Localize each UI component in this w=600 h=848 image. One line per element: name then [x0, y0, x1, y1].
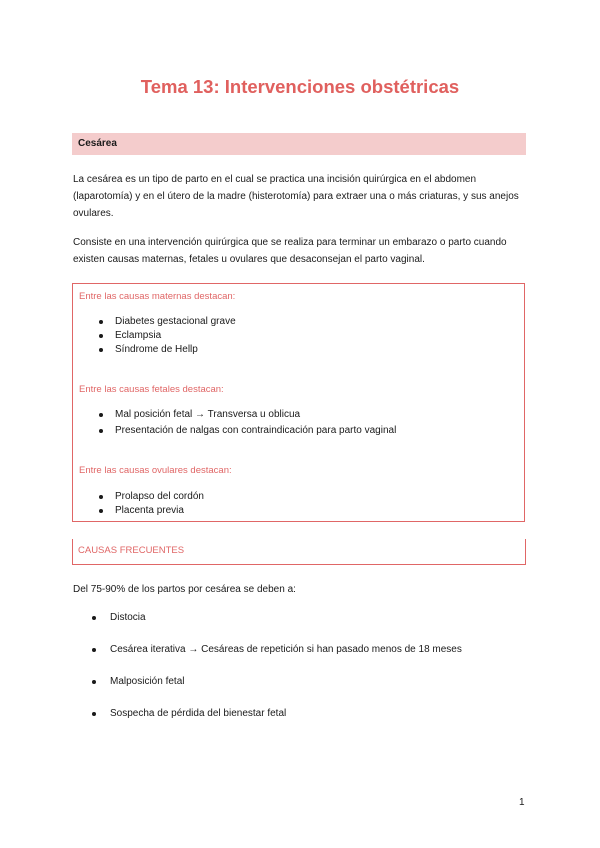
bullet-icon	[92, 648, 96, 652]
list-item-text: Malposición fetal	[110, 676, 185, 687]
list-item	[73, 329, 513, 343]
frequent-causes-intro: Del 75-90% de los partos por cesárea se deben a:	[73, 584, 296, 595]
bullet-icon	[92, 680, 96, 684]
list-item	[72, 643, 512, 675]
list-item-text: Cesárea iterativa → Cesáreas de repetición si han pasado menos de 18 meses	[110, 644, 462, 655]
bullet-icon	[99, 429, 103, 433]
list-item	[73, 343, 513, 357]
list-item	[73, 315, 513, 329]
frequent-causes-list	[72, 611, 512, 739]
list-item-text: Sospecha de pérdida del bienestar fetal	[110, 708, 287, 719]
frequent-causes-heading: CAUSAS FRECUENTES	[78, 545, 185, 556]
list-item-text: Prolapso del cordón	[115, 491, 204, 502]
fetal-causes-heading: Entre las causas fetales destacan:	[79, 384, 224, 395]
bullet-icon	[99, 509, 103, 513]
list-item	[73, 504, 513, 518]
list-item-text: Eclampsia	[115, 330, 162, 341]
list-item	[73, 490, 513, 504]
list-item-text: Síndrome de Hellp	[115, 344, 198, 355]
definition-paragraph: La cesárea es un tipo de parto en el cual se practica una incisión quirúrgica en el abdomen (laparotomía) y en el útero de la madre (histerotomía) para extraer una o más criaturas, y sus anejos ovulares.	[73, 174, 519, 219]
maternal-causes-heading: Entre las causas maternas destacan:	[79, 291, 236, 302]
bullet-icon	[92, 712, 96, 716]
list-item-text: Mal posición fetal → Transversa u oblicua	[115, 409, 301, 420]
frequent-causes-header	[72, 539, 526, 565]
bullet-icon	[92, 616, 96, 620]
page-number: 1	[519, 797, 525, 808]
list-item-text: Distocia	[110, 612, 146, 623]
maternal-causes-list	[73, 315, 513, 357]
list-item-text: Diabetes gestacional grave	[115, 316, 236, 327]
description-paragraph: Consiste en una intervención quirúrgica que se realiza para terminar un embarazo o parto cuando existen causas maternas, fetales u ovulares que desaconsejan el parto vaginal.	[73, 237, 507, 265]
section-header	[72, 133, 526, 155]
list-item-text: Presentación de nalgas con contraindicación para parto vaginal	[115, 425, 397, 436]
fetal-causes-list	[73, 408, 513, 438]
list-item	[73, 408, 513, 424]
bullet-icon	[99, 348, 103, 352]
bullet-icon	[99, 334, 103, 338]
bullet-icon	[99, 495, 103, 499]
list-item	[72, 675, 512, 707]
section-heading-text: Cesárea	[78, 138, 117, 149]
list-item-text: Placenta previa	[115, 505, 184, 516]
causes-box	[72, 283, 525, 522]
bullet-icon	[99, 413, 103, 417]
bullet-icon	[99, 320, 103, 324]
list-item	[72, 707, 512, 739]
page-title: Tema 13: Intervenciones obstétricas	[140, 76, 460, 97]
ovular-causes-list	[73, 490, 513, 518]
ovular-causes-heading: Entre las causas ovulares destacan:	[79, 465, 232, 476]
list-item	[72, 611, 512, 643]
list-item	[73, 424, 513, 438]
